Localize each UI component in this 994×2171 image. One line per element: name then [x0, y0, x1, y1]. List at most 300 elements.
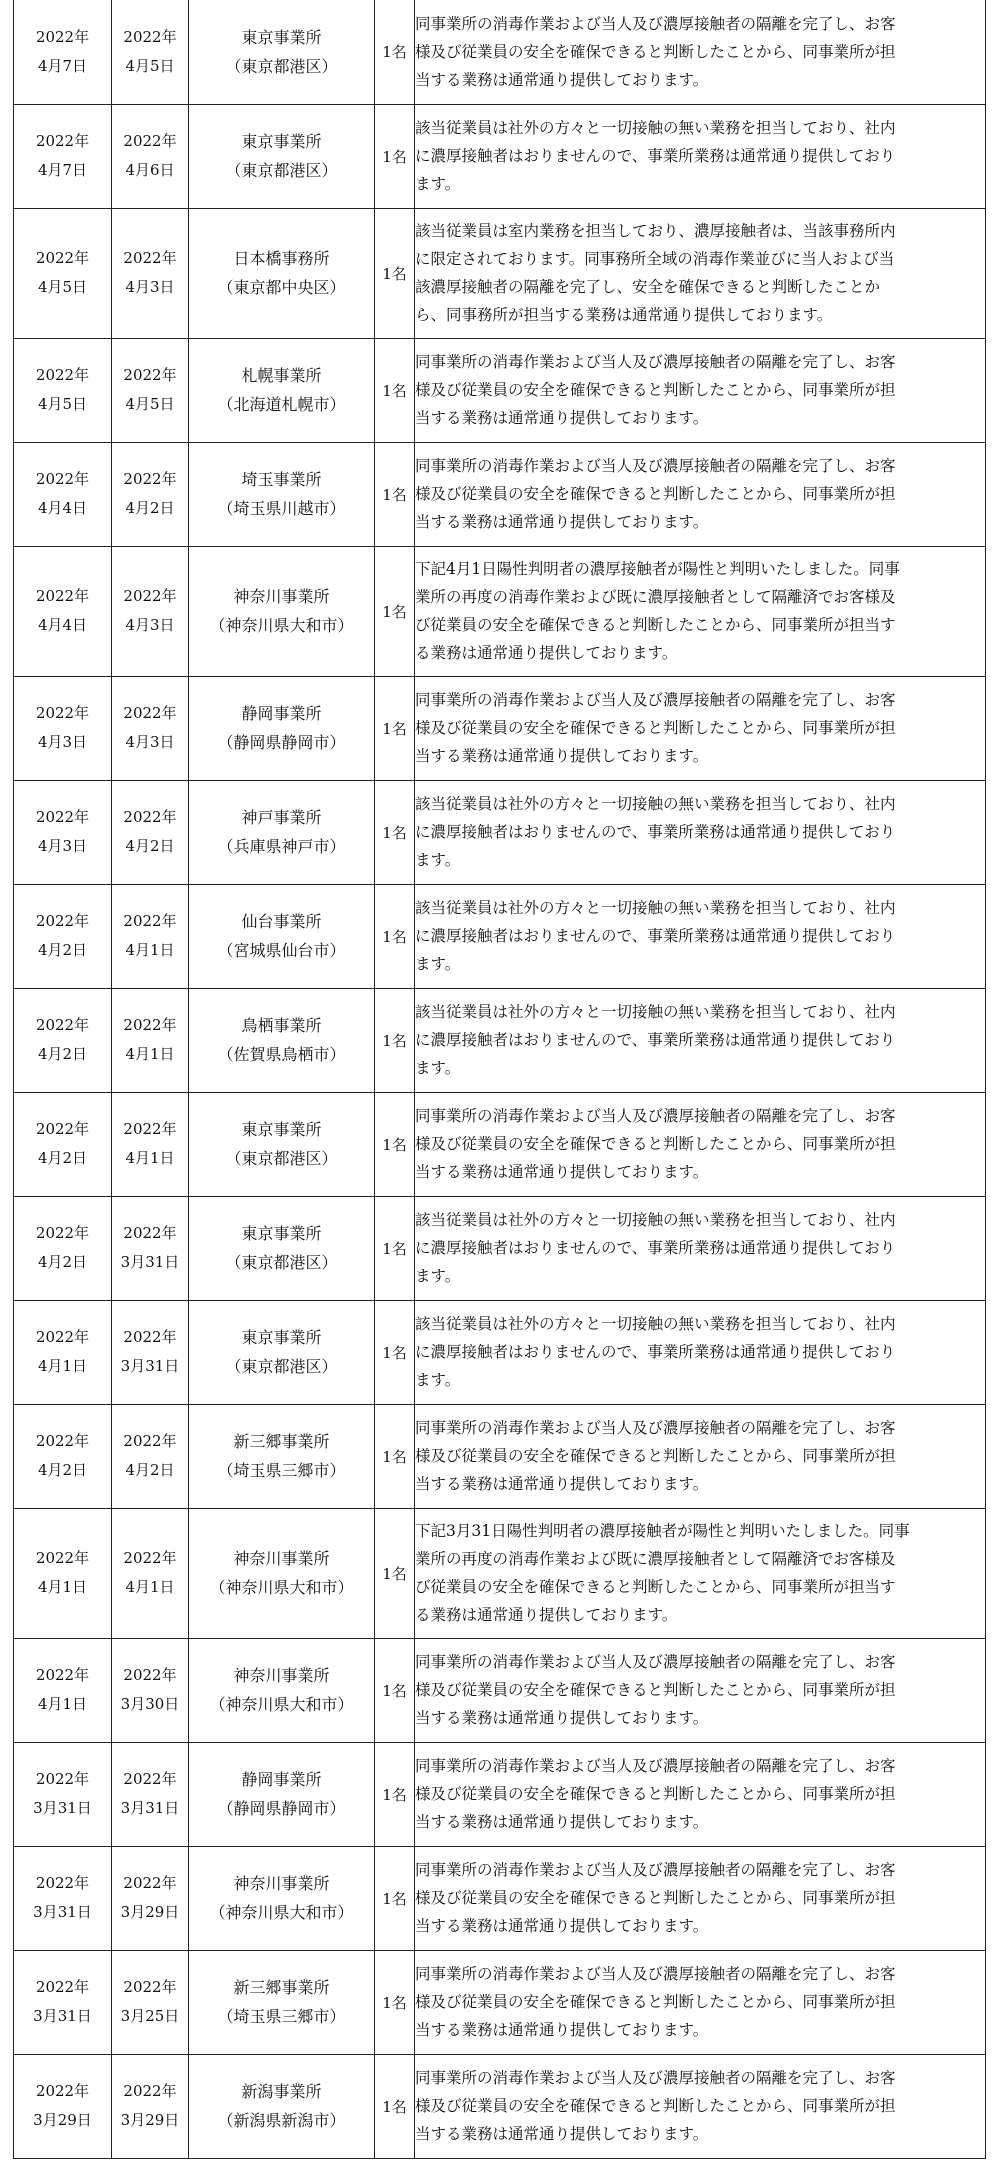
note-line: る業務は通常通り提供しております。: [415, 644, 678, 662]
report-table-wrapper: [13, 0, 985, 2159]
note-line: 同事業所の消毒作業および当人及び濃厚接触者の隔離を完了し、お客: [415, 353, 896, 371]
published-date-cell: [14, 1638, 112, 1742]
count-cell: 1名: [375, 1508, 415, 1638]
note-cell: [415, 780, 986, 884]
office-line: （東京都港区）: [225, 1253, 338, 1272]
note-line: に濃厚接触者はおりませんので、事業所業務は通常通り提供しており: [415, 1239, 896, 1257]
note-cell: [415, 1092, 986, 1196]
occurred-date-line: 4月6日: [125, 161, 175, 179]
occurred-date-line: 2022年: [123, 1549, 177, 1567]
published-date-line: 4月1日: [37, 1357, 88, 1375]
occurred-date-line: 2022年: [123, 1224, 177, 1242]
occurred-date-cell: [112, 338, 189, 442]
office-cell: [189, 104, 375, 208]
note-line: 当する業務は通常通り提供しております。: [415, 2021, 709, 2039]
note-line: 同事業所の消毒作業および当人及び濃厚接触者の隔離を完了し、お客: [415, 691, 896, 709]
published-date-line: 2022年: [35, 704, 90, 722]
office-line: （新潟県新潟市）: [217, 2111, 346, 2130]
office-cell: [189, 546, 375, 676]
table-row: [14, 1508, 986, 1638]
note-line: 同事業所の消毒作業および当人及び濃厚接触者の隔離を完了し、お客: [415, 1965, 896, 1983]
note-line: 様及び従業員の安全を確保できると判断したことから、同事業所が担: [415, 2097, 896, 2115]
published-date-line: 4月3日: [37, 837, 88, 855]
occurred-date-line: 4月3日: [125, 616, 175, 634]
note-cell: [415, 884, 986, 988]
office-line: 埼玉事業所: [241, 470, 322, 489]
occurred-date-line: 2022年: [123, 808, 177, 826]
note-line: び従業員の安全を確保できると判断したことから、同事業所が担当す: [415, 1578, 896, 1596]
occurred-date-line: 2022年: [123, 2082, 177, 2100]
published-date-line: 2022年: [35, 2082, 90, 2100]
occurred-date-line: 3月31日: [120, 1799, 180, 1817]
published-date-line: 4月1日: [37, 1695, 88, 1713]
table-row: [14, 0, 986, 104]
occurred-date-cell: [112, 1638, 189, 1742]
table-row: [14, 2054, 986, 2158]
occurred-date-cell: [112, 2054, 189, 2158]
note-line: 同事業所の消毒作業および当人及び濃厚接触者の隔離を完了し、お客: [415, 1419, 896, 1437]
note-line: 当する業務は通常通り提供しております。: [415, 2125, 709, 2143]
note-line: ます。: [415, 1059, 461, 1077]
note-line: 同事業所の消毒作業および当人及び濃厚接触者の隔離を完了し、お客: [415, 1757, 896, 1775]
note-cell: [415, 442, 986, 546]
occurred-date-line: 3月29日: [120, 2111, 180, 2129]
note-line: に濃厚接触者はおりませんので、事業所業務は通常通り提供しており: [415, 927, 896, 945]
published-date-cell: [14, 988, 112, 1092]
occurred-date-line: 2022年: [123, 912, 177, 930]
occurred-date-line: 4月1日: [125, 1149, 175, 1167]
published-date-cell: [14, 442, 112, 546]
published-date-line: 4月2日: [37, 1461, 88, 1479]
occurred-date-line: 4月2日: [125, 1461, 175, 1479]
note-line: 当する業務は通常通り提供しております。: [415, 1163, 709, 1181]
office-cell: [189, 442, 375, 546]
occurred-date-cell: [112, 1742, 189, 1846]
occurred-date-line: 3月31日: [120, 1357, 180, 1375]
published-date-cell: [14, 338, 112, 442]
note-line: 様及び従業員の安全を確保できると判断したことから、同事業所が担: [415, 485, 896, 503]
count-cell: 1名: [375, 1742, 415, 1846]
note-line: る業務は通常通り提供しております。: [415, 1606, 678, 1624]
count-cell: 1名: [375, 1950, 415, 2054]
published-date-line: 2022年: [35, 366, 90, 384]
note-cell: [415, 546, 986, 676]
office-line: （埼玉県川越市）: [217, 499, 346, 518]
occurred-date-line: 2022年: [123, 249, 177, 267]
occurred-date-line: 4月1日: [125, 941, 175, 959]
occurred-date-line: 2022年: [123, 1016, 177, 1034]
occurred-date-cell: [112, 1508, 189, 1638]
occurred-date-line: 4月3日: [125, 733, 175, 751]
published-date-line: 4月2日: [37, 1045, 88, 1063]
office-line: 新三郷事業所: [233, 1978, 330, 1997]
note-line: 同事業所の消毒作業および当人及び濃厚接触者の隔離を完了し、お客: [415, 14, 896, 33]
note-line: ます。: [415, 1267, 461, 1285]
note-line: に濃厚接触者はおりませんので、事業所業務は通常通り提供しており: [415, 823, 896, 841]
note-line: 当する業務は通常通り提供しております。: [415, 70, 709, 89]
office-cell: [189, 1404, 375, 1508]
note-line: 同事業所の消毒作業および当人及び濃厚接触者の隔離を完了し、お客: [415, 2069, 896, 2087]
note-cell: [415, 338, 986, 442]
occurred-date-line: 3月30日: [120, 1695, 180, 1713]
published-date-line: 3月29日: [33, 2111, 92, 2129]
note-line: 下記3月31日陽性判明者の濃厚接触者が陽性と判明いたしました。同事: [415, 1522, 910, 1540]
occurred-date-cell: [112, 1196, 189, 1300]
published-date-line: 4月2日: [37, 1149, 88, 1167]
published-date-line: 4月5日: [37, 395, 88, 413]
count-cell: 1名: [375, 1300, 415, 1404]
table-row: [14, 338, 986, 442]
note-line: ます。: [415, 851, 461, 869]
office-line: （宮城県仙台市）: [217, 941, 346, 960]
note-line: ます。: [415, 955, 461, 973]
occurred-date-line: 2022年: [123, 1874, 177, 1892]
count-cell: 1名: [375, 1846, 415, 1950]
occurred-date-cell: [112, 1404, 189, 1508]
note-line: 当する業務は通常通り提供しております。: [415, 747, 709, 765]
count-cell: 1名: [375, 2054, 415, 2158]
office-line: 静岡事業所: [241, 704, 322, 723]
occurred-date-cell: [112, 104, 189, 208]
table-row: [14, 442, 986, 546]
published-date-line: 3月31日: [33, 2007, 92, 2025]
note-line: に限定されております。同事務所全域の消毒作業並びに当人および当: [415, 250, 895, 268]
office-line: （東京都港区）: [225, 1357, 338, 1376]
occurred-date-line: 2022年: [123, 132, 177, 150]
note-cell: [415, 988, 986, 1092]
occurred-date-line: 4月3日: [125, 278, 175, 296]
count-cell: 1名: [375, 104, 415, 208]
office-line: 札幌事業所: [241, 366, 322, 385]
occurred-date-line: 3月25日: [120, 2007, 180, 2025]
note-cell: [415, 1300, 986, 1404]
office-line: （埼玉県三郷市）: [217, 2007, 346, 2026]
occurred-date-line: 2022年: [123, 704, 177, 722]
note-cell: [415, 1846, 986, 1950]
office-line: 東京事業所: [241, 132, 322, 151]
count-cell: 1名: [375, 884, 415, 988]
occurred-date-line: 4月5日: [125, 56, 175, 75]
office-line: （神奈川県大和市）: [209, 1903, 354, 1922]
note-cell: [415, 1638, 986, 1742]
occurred-date-cell: [112, 1846, 189, 1950]
published-date-line: 4月4日: [37, 616, 88, 634]
office-line: （神奈川県大和市）: [209, 1578, 354, 1597]
published-date-line: 2022年: [35, 587, 90, 605]
published-date-line: 2022年: [35, 1874, 90, 1892]
note-cell: [415, 2054, 986, 2158]
published-date-line: 2022年: [35, 132, 90, 150]
note-line: に濃厚接触者はおりませんので、事業所業務は通常通り提供しており: [415, 1031, 896, 1049]
table-row: [14, 208, 986, 338]
count-cell: 1名: [375, 1196, 415, 1300]
office-line: （静岡県静岡市）: [217, 1799, 346, 1818]
occurred-date-line: 2022年: [123, 1978, 177, 1996]
note-cell: [415, 1404, 986, 1508]
table-row: [14, 780, 986, 884]
occurred-date-line: 4月2日: [125, 499, 175, 517]
published-date-line: 2022年: [35, 808, 90, 826]
note-cell: [415, 0, 986, 104]
published-date-cell: [14, 1846, 112, 1950]
note-line: 様及び従業員の安全を確保できると判断したことから、同事業所が担: [415, 1447, 896, 1465]
office-line: （静岡県静岡市）: [217, 733, 346, 752]
table-row: [14, 1196, 986, 1300]
office-line: （佐賀県鳥栖市）: [217, 1045, 346, 1064]
note-line: 様及び従業員の安全を確保できると判断したことから、同事業所が担: [415, 42, 896, 61]
published-date-cell: [14, 780, 112, 884]
published-date-cell: [14, 1508, 112, 1638]
office-line: 新三郷事業所: [233, 1432, 330, 1451]
published-date-cell: [14, 1404, 112, 1508]
count-cell: 1名: [375, 988, 415, 1092]
note-line: 様及び従業員の安全を確保できると判断したことから、同事業所が担: [415, 1889, 896, 1907]
occurred-date-cell: [112, 676, 189, 780]
note-line: 様及び従業員の安全を確保できると判断したことから、同事業所が担: [415, 1681, 896, 1699]
published-date-line: 2022年: [35, 912, 90, 930]
table-row: [14, 1092, 986, 1196]
note-line: 該当従業員は社外の方々と一切接触の無い業務を担当しており、社内: [415, 1315, 896, 1333]
occurred-date-line: 2022年: [123, 1666, 177, 1684]
table-row: [14, 884, 986, 988]
table-row: [14, 1950, 986, 2054]
published-date-line: 3月31日: [33, 1799, 92, 1817]
office-cell: [189, 1508, 375, 1638]
occurred-date-cell: [112, 0, 189, 104]
table-row: [14, 1742, 986, 1846]
published-date-line: 2022年: [35, 1978, 90, 1996]
note-line: 該当従業員は社外の方々と一切接触の無い業務を担当しており、社内: [415, 1211, 896, 1229]
occurred-date-cell: [112, 442, 189, 546]
note-line: 様及び従業員の安全を確保できると判断したことから、同事業所が担: [415, 719, 896, 737]
occurred-date-cell: [112, 546, 189, 676]
note-line: 同事業所の消毒作業および当人及び濃厚接触者の隔離を完了し、お客: [415, 1861, 896, 1879]
count-cell: 1名: [375, 0, 415, 104]
office-cell: [189, 1300, 375, 1404]
table-body: [14, 0, 986, 2158]
note-cell: [415, 676, 986, 780]
occurred-date-line: 2022年: [123, 27, 177, 46]
table-row: [14, 1638, 986, 1742]
note-line: 当する業務は通常通り提供しております。: [415, 1709, 709, 1727]
count-cell: 1名: [375, 676, 415, 780]
occurred-date-line: 2022年: [123, 1770, 177, 1788]
note-line: 下記4月1日陽性判明者の濃厚接触者が陽性と判明いたしました。同事: [415, 560, 900, 578]
published-date-line: 2022年: [35, 1016, 90, 1034]
published-date-cell: [14, 1950, 112, 2054]
note-line: 様及び従業員の安全を確保できると判断したことから、同事業所が担: [415, 1993, 896, 2011]
office-cell: [189, 1742, 375, 1846]
count-cell: 1名: [375, 208, 415, 338]
published-date-line: 2022年: [35, 1549, 90, 1567]
office-line: 東京事業所: [241, 1328, 322, 1347]
note-line: 同事業所の消毒作業および当人及び濃厚接触者の隔離を完了し、お客: [415, 1107, 896, 1125]
table-row: [14, 546, 986, 676]
published-date-cell: [14, 2054, 112, 2158]
note-line: 様及び従業員の安全を確保できると判断したことから、同事業所が担: [415, 381, 896, 399]
occurred-date-cell: [112, 1300, 189, 1404]
office-cell: [189, 1092, 375, 1196]
published-date-cell: [14, 546, 112, 676]
count-cell: 1名: [375, 546, 415, 676]
note-cell: [415, 208, 986, 338]
published-date-cell: [14, 1300, 112, 1404]
occurred-date-cell: [112, 1092, 189, 1196]
occurred-date-line: 4月2日: [125, 837, 175, 855]
published-date-line: 2022年: [35, 1770, 90, 1788]
office-line: 神奈川事業所: [233, 1666, 330, 1685]
office-cell: [189, 780, 375, 884]
office-line: （東京都中央区）: [217, 278, 346, 297]
published-date-line: 2022年: [35, 470, 90, 488]
count-cell: 1名: [375, 1404, 415, 1508]
published-date-line: 4月1日: [37, 1578, 88, 1596]
office-line: （神奈川県大和市）: [209, 1695, 354, 1714]
office-cell: [189, 676, 375, 780]
office-line: 神奈川事業所: [233, 1549, 330, 1568]
note-line: ます。: [415, 1371, 461, 1389]
positive-case-table: [13, 0, 986, 2159]
note-line: 様及び従業員の安全を確保できると判断したことから、同事業所が担: [415, 1135, 896, 1153]
note-cell: [415, 104, 986, 208]
note-line: び従業員の安全を確保できると判断したことから、同事業所が担当す: [415, 616, 896, 634]
note-line: 当する業務は通常通り提供しております。: [415, 513, 709, 531]
occurred-date-line: 2022年: [123, 366, 177, 384]
note-line: 該当従業員は社外の方々と一切接触の無い業務を担当しており、社内: [415, 899, 896, 917]
published-date-cell: [14, 676, 112, 780]
office-cell: [189, 1638, 375, 1742]
occurred-date-line: 2022年: [123, 470, 177, 488]
count-cell: 1名: [375, 442, 415, 546]
office-line: 神奈川事業所: [233, 587, 330, 606]
note-cell: [415, 1950, 986, 2054]
occurred-date-line: 2022年: [123, 587, 177, 605]
count-cell: 1名: [375, 1638, 415, 1742]
published-date-line: 2022年: [35, 1432, 90, 1450]
published-date-line: 4月7日: [37, 161, 88, 179]
published-date-line: 2022年: [35, 27, 90, 46]
office-cell: [189, 884, 375, 988]
published-date-line: 4月5日: [37, 278, 88, 296]
office-line: 静岡事業所: [241, 1770, 322, 1789]
table-row: [14, 1404, 986, 1508]
note-line: 当する業務は通常通り提供しております。: [415, 1917, 709, 1935]
note-line: 業所の再度の消毒作業および既に濃厚接触者として隔離済でお客様及: [415, 1550, 896, 1568]
occurred-date-line: 2022年: [123, 1432, 177, 1450]
office-cell: [189, 988, 375, 1092]
note-line: 該当従業員は社外の方々と一切接触の無い業務を担当しており、社内: [415, 119, 896, 137]
published-date-line: 2022年: [35, 249, 90, 267]
office-line: （東京都港区）: [225, 1149, 338, 1168]
note-line: 該当従業員は社外の方々と一切接触の無い業務を担当しており、社内: [415, 795, 896, 813]
office-line: 新潟事業所: [241, 2082, 322, 2101]
office-line: 日本橋事務所: [233, 249, 330, 268]
occurred-date-cell: [112, 884, 189, 988]
published-date-cell: [14, 208, 112, 338]
office-line: 鳥栖事業所: [241, 1016, 322, 1035]
published-date-cell: [14, 884, 112, 988]
note-line: 該濃厚接触者の隔離を完了し、安全を確保できると判断したことか: [415, 278, 881, 296]
office-line: （北海道札幌市）: [217, 395, 346, 414]
office-line: 神戸事業所: [241, 808, 322, 827]
published-date-line: 4月7日: [37, 56, 88, 75]
office-cell: [189, 0, 375, 104]
table-row: [14, 676, 986, 780]
occurred-date-cell: [112, 208, 189, 338]
published-date-cell: [14, 0, 112, 104]
published-date-line: 2022年: [35, 1120, 90, 1138]
note-line: 業所の再度の消毒作業および既に濃厚接触者として隔離済でお客様及: [415, 588, 896, 606]
note-line: 当する業務は通常通り提供しております。: [415, 1813, 709, 1831]
published-date-line: 2022年: [35, 1224, 90, 1242]
office-line: 仙台事業所: [241, 912, 322, 931]
note-line: に濃厚接触者はおりませんので、事業所業務は通常通り提供しており: [415, 147, 896, 165]
occurred-date-cell: [112, 1950, 189, 2054]
office-cell: [189, 1196, 375, 1300]
published-date-cell: [14, 1092, 112, 1196]
note-cell: [415, 1742, 986, 1846]
note-cell: [415, 1196, 986, 1300]
occurred-date-line: 3月29日: [120, 1903, 180, 1921]
note-line: 様及び従業員の安全を確保できると判断したことから、同事業所が担: [415, 1785, 896, 1803]
note-line: に濃厚接触者はおりませんので、事業所業務は通常通り提供しており: [415, 1343, 896, 1361]
office-line: 東京事業所: [241, 1224, 322, 1243]
published-date-line: 3月31日: [33, 1903, 92, 1921]
published-date-line: 4月2日: [37, 941, 88, 959]
published-date-line: 2022年: [35, 1328, 90, 1346]
note-line: 当する業務は通常通り提供しております。: [415, 1475, 709, 1493]
office-cell: [189, 1846, 375, 1950]
count-cell: 1名: [375, 1092, 415, 1196]
published-date-line: 2022年: [35, 1666, 90, 1684]
table-row: [14, 1300, 986, 1404]
occurred-date-line: 4月5日: [125, 395, 175, 413]
published-date-cell: [14, 1742, 112, 1846]
note-line: ら、同事務所が担当する業務は通常通り提供しております。: [415, 306, 833, 324]
occurred-date-line: 4月1日: [125, 1578, 175, 1596]
note-line: 同事業所の消毒作業および当人及び濃厚接触者の隔離を完了し、お客: [415, 1653, 896, 1671]
office-line: 神奈川事業所: [233, 1874, 330, 1893]
office-line: 東京事業所: [241, 27, 322, 47]
count-cell: 1名: [375, 780, 415, 884]
office-line: 東京事業所: [241, 1120, 322, 1139]
note-line: 同事業所の消毒作業および当人及び濃厚接触者の隔離を完了し、お客: [415, 457, 896, 475]
office-cell: [189, 208, 375, 338]
occurred-date-cell: [112, 988, 189, 1092]
occurred-date-cell: [112, 780, 189, 884]
table-row: [14, 1846, 986, 1950]
office-line: （東京都港区）: [225, 161, 338, 180]
note-line: 当する業務は通常通り提供しております。: [415, 409, 709, 427]
occurred-date-line: 4月1日: [125, 1045, 175, 1063]
published-date-cell: [14, 104, 112, 208]
occurred-date-line: 2022年: [123, 1328, 177, 1346]
office-line: （神奈川県大和市）: [209, 616, 354, 635]
occurred-date-line: 2022年: [123, 1120, 177, 1138]
note-cell: [415, 1508, 986, 1638]
office-cell: [189, 1950, 375, 2054]
occurred-date-line: 3月31日: [120, 1253, 180, 1271]
office-cell: [189, 338, 375, 442]
published-date-line: 4月4日: [37, 499, 88, 517]
note-line: 該当従業員は室内業務を担当しており、濃厚接触者は、当該事務所内: [415, 222, 896, 240]
published-date-line: 4月2日: [37, 1253, 88, 1271]
published-date-line: 4月3日: [37, 733, 88, 751]
office-line: （東京都港区）: [225, 56, 338, 76]
table-row: [14, 988, 986, 1092]
published-date-cell: [14, 1196, 112, 1300]
office-line: （兵庫県神戸市）: [217, 837, 346, 856]
